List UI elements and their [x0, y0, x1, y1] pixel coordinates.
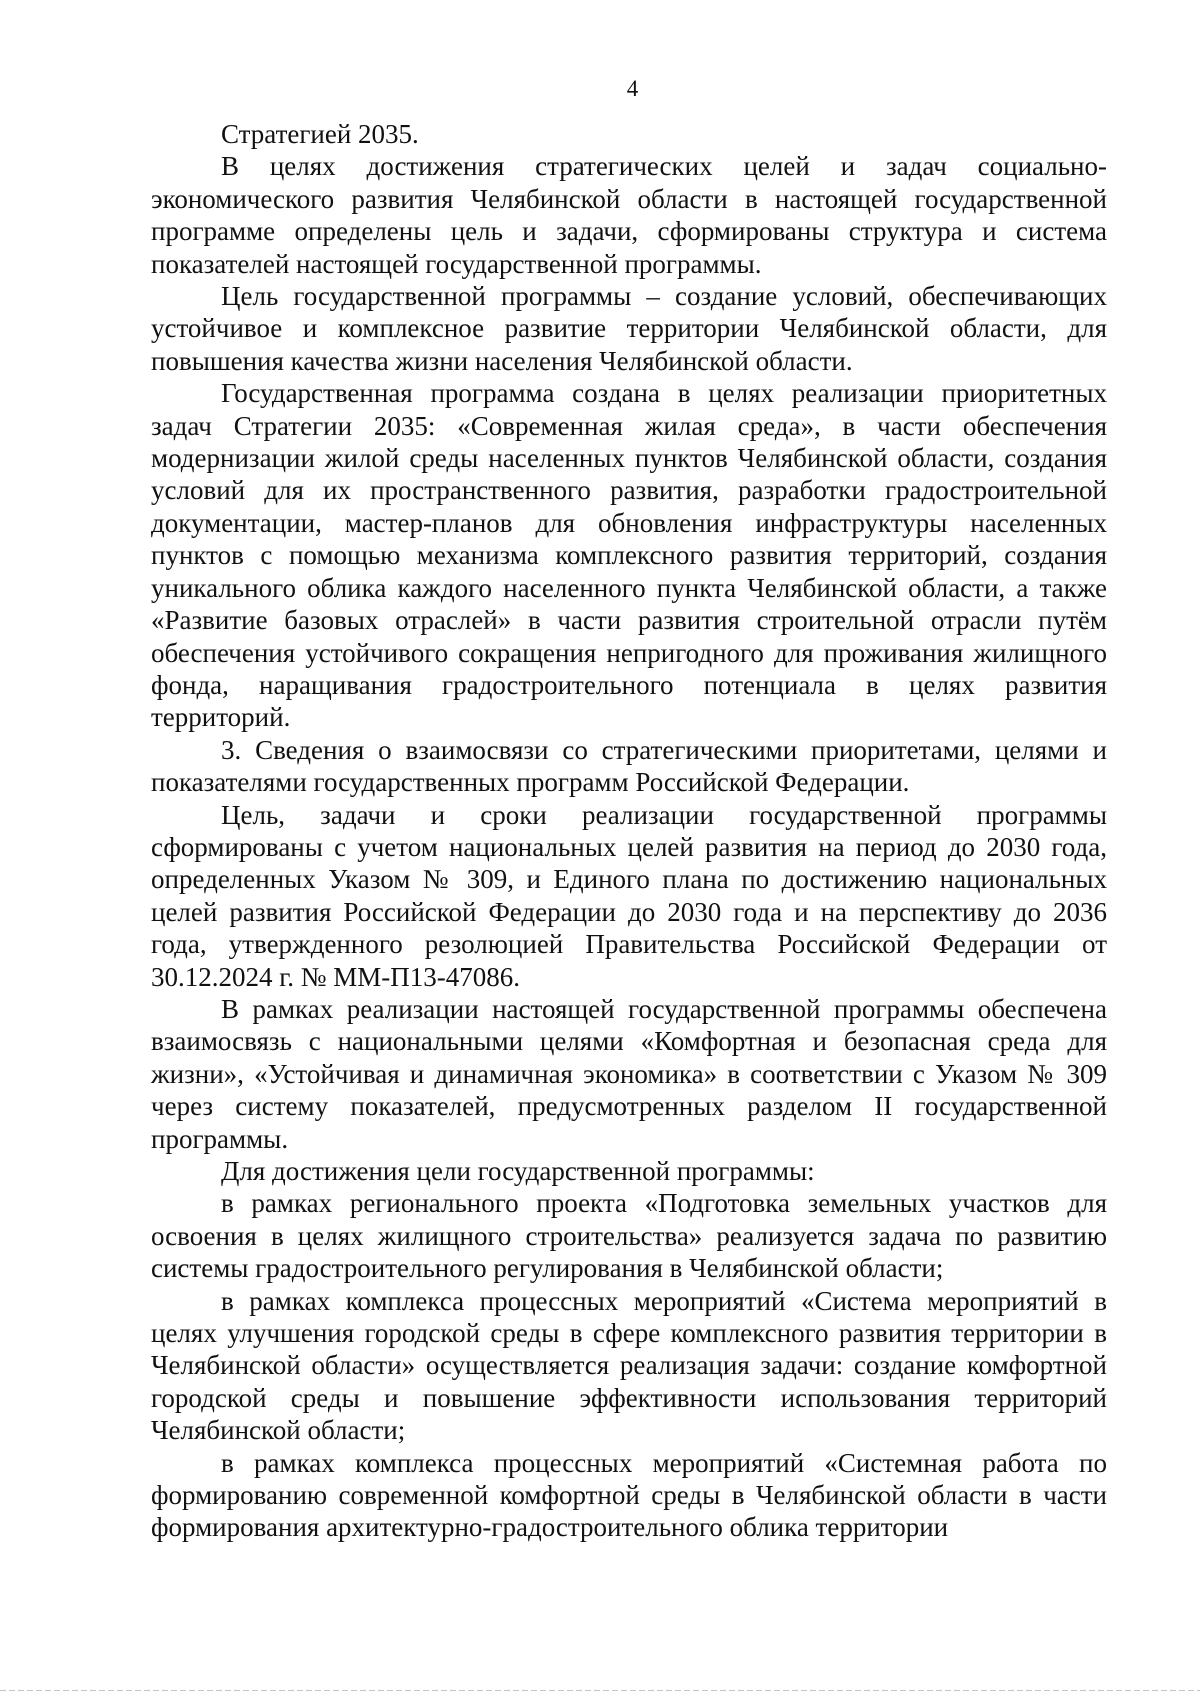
scan-edge-divider [0, 1690, 1200, 1691]
paragraph: Цель государственной программы – создание условий, обеспечивающих устойчивое и комплексное развитие территории Челябинской области, для повышения качества жизни населения Челябинской области. [151, 281, 1107, 376]
section-heading: 3. Сведения о взаимосвязи со стратегическими приоритетами, целями и показателями государственных программ Российской Федерации. [151, 734, 1107, 798]
list-item: в рамках регионального проекта «Подготовка земельных участков для освоения в целях жилищного строительства» реализуется задача по развитию системы градостроительного регулирования в Челябинской области; [151, 1188, 1107, 1284]
page-number: 4 [626, 76, 639, 101]
paragraph: В целях достижения стратегических целей и задач социально-экономического развития Челябинской области в настоящей государственной программе определены цель и задачи, сформированы структура и система показателей настоящей государственной программы. [151, 151, 1107, 279]
paragraph: Цель, задачи и сроки реализации государственной программы сформированы с учетом национальных целей развития на период до 2030 года, определенных Указом № 309, и Единого плана по достижению национальных целей развития Российской Федерации до 2030 года и на перспективу до 2036 года, утвержденного резолюцией Правительства Российской Федерации от 30.12.2024 г. № ММ-П13-47086. [151, 799, 1107, 992]
paragraph: Для достижения цели государственной программы: [221, 1156, 815, 1186]
list-item: в рамках комплекса процессных мероприятий «Система мероприятий в целях улучшения городской среды в сфере комплексного развития территории в Челябинской области» осуществляется реализация задачи: создание комфортной городской среды и повышение эффективности использования территорий Челябинской области; [151, 1285, 1107, 1446]
paragraph: Государственная программа создана в целях реализации приоритетных задач Стратегии 2035: «Современная жилая среда», в части обеспечения модернизации жилой среды населенных пунктов Челябинской области, создания условий для их пространственного развития, разработки градостроительной документации, мастер-планов для обновления инфраструктуры населенных пунктов с помощью механизма комплексного развития территорий, создания уникального облика каждого населенного пункта Челябинской области, а также «Развитие базовых отраслей» в части развития строительной отрасли путём обеспечения устойчивого сокращения непригодного для проживания жилищного фонда, наращивания градостроительного потенциала в целях развития территорий. [151, 378, 1107, 733]
paragraph: Стратегией 2035. [221, 119, 419, 149]
document-body [151, 118, 1107, 1544]
list-item: в рамках комплекса процессных мероприятий «Системная работа по формированию современной комфортной среды в Челябинской области в части формирования архитектурно-градостроительного облика территории [151, 1447, 1107, 1543]
paragraph: В рамках реализации настоящей государственной программы обеспечена взаимосвязь с национальными целями «Комфортная и безопасная среда для жизни», «Устойчивая и динамичная экономика» в соответствии с Указом № 309 через систему показателей, предусмотренных разделом II государственной программы. [151, 993, 1107, 1154]
